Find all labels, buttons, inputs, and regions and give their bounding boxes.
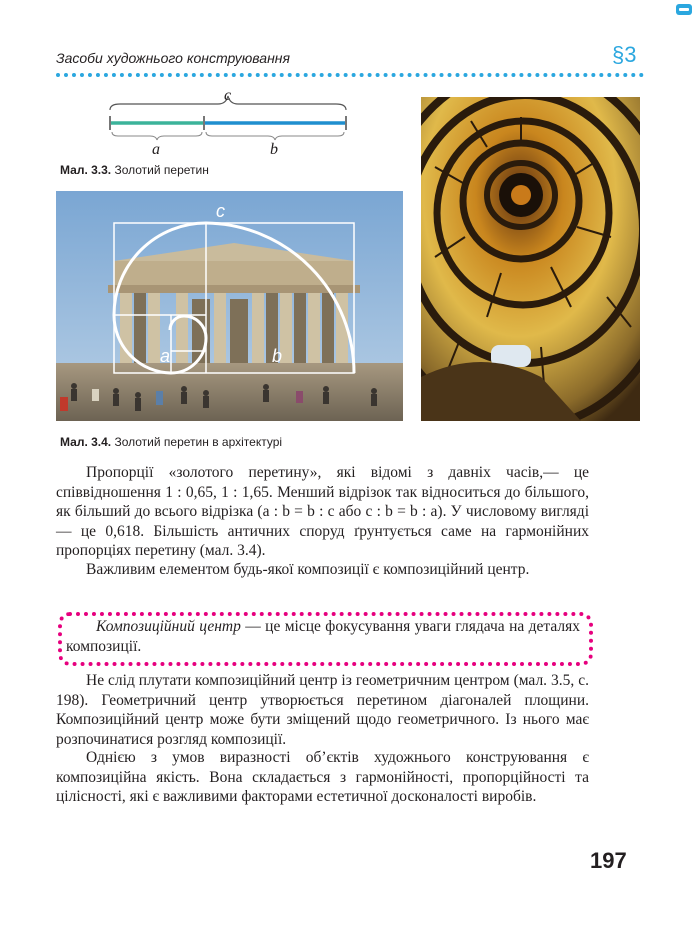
label-c: c xyxy=(224,87,232,104)
definition-term: Композиційний центр xyxy=(96,618,241,635)
photo-label-a: a xyxy=(160,346,171,366)
golden-section-diagram xyxy=(100,86,360,156)
brace-b xyxy=(206,132,344,140)
label-b: b xyxy=(270,141,278,156)
photo-label-c: c xyxy=(216,201,225,221)
caption-number: Мал. 3.3. xyxy=(60,163,112,177)
paragraph-text: Однією з умов виразності об’єктів художнього конструювання є композиційна якість. Вона складається з гармонійності, пропорційності та цілісності, які є важливими факторами естетичної досконалості виробів. xyxy=(56,749,589,805)
definition-text xyxy=(66,617,580,656)
definition-body: — це місце фокусування уваги глядача на деталях композиції. xyxy=(66,618,580,655)
label-a: a xyxy=(152,141,160,156)
section-mark: §3 xyxy=(612,42,637,67)
paragraph-composition-quality xyxy=(56,748,589,807)
caption-text: Золотий перетин xyxy=(114,163,209,177)
publisher-logo-icon xyxy=(676,4,692,15)
figure-3-4-caption xyxy=(60,435,282,449)
brace-a xyxy=(112,132,202,140)
paragraph-text: Не слід плутати композиційний центр із геометричним центром (мал. 3.5, с. 198). Геометричний центр утворюється перетином діагоналей площини. Композиційний центр може бути зміщений щодо геометричного. Із нього має розпочинатися розгляд композиції. xyxy=(56,672,589,748)
parthenon-photo xyxy=(56,191,403,421)
page-number: 197 xyxy=(590,848,627,873)
paragraph-composition-center xyxy=(56,560,589,580)
caption-number: Мал. 3.4. xyxy=(60,435,112,449)
caption-text: Золотий перетин в архітектурі xyxy=(114,435,283,449)
figure-3-3-caption xyxy=(60,163,209,177)
running-title: Засоби художнього конструювання xyxy=(56,50,290,66)
spiral-staircase-photo xyxy=(421,97,640,421)
header-dotted-rule xyxy=(56,73,644,77)
paragraph-golden-ratio xyxy=(56,463,589,561)
paragraph-geometric-center xyxy=(56,671,589,749)
paragraph-text: Пропорції «золотого перетину», які відомі з давніх часів,— це співвідношення 1 : 0,65, 1 : 1,65. Менший відрізок так відноситься до більшого, як більший до всього відрізка (a : b = b : c або c : b = b : a). У числовому вигляді — це 0,618. Більшість античних споруд ґрунтується саме на гармонійних пропорціях перетину (мал. 3.4). xyxy=(56,464,589,559)
photo-label-b: b xyxy=(272,346,283,366)
paragraph-text: Важливим елементом будь-якої композиції є композиційний центр. xyxy=(86,561,530,578)
